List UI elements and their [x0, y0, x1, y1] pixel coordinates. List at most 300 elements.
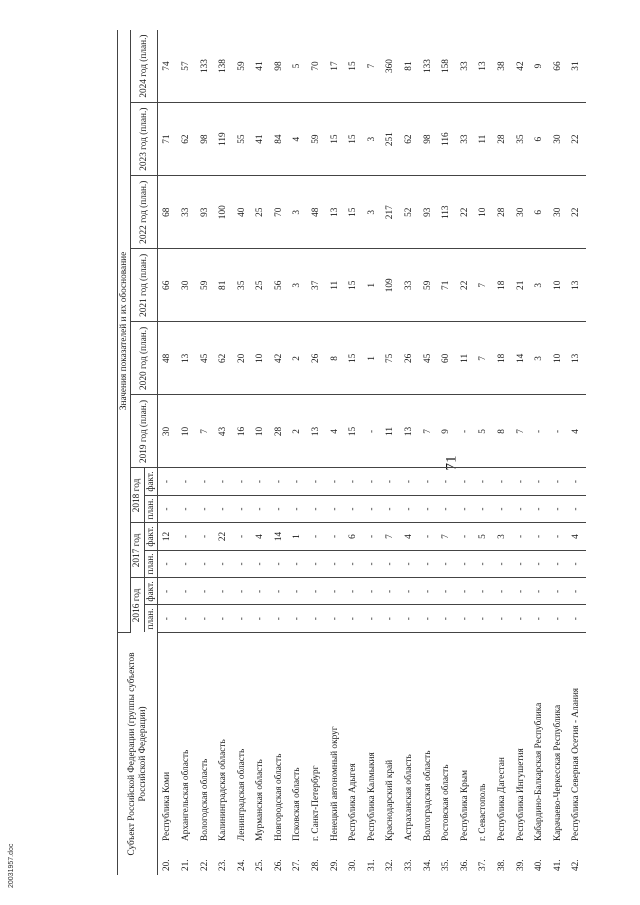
row-number: 20. — [162, 859, 173, 871]
value-cell: - — [437, 550, 456, 578]
value-cell: - — [493, 468, 512, 495]
value-cell: - — [233, 578, 252, 605]
value-cell: - — [214, 578, 233, 605]
value-cell: 38 — [493, 30, 512, 103]
value-cell: 48 — [307, 176, 326, 249]
value-cell: 2 — [288, 322, 307, 395]
value-cell: 26 — [400, 322, 419, 395]
value-cell: - — [326, 523, 345, 550]
value-cell: 15 — [344, 30, 363, 103]
value-cell: - — [493, 605, 512, 632]
region-name: Республика Северная Осетия - Алания — [571, 687, 582, 841]
region-name: г. Севастополь — [478, 783, 489, 841]
value-cell: 43 — [214, 395, 233, 468]
value-cell: 360 — [381, 30, 400, 103]
value-cell: - — [288, 468, 307, 495]
region-name: Астраханская область — [404, 754, 415, 841]
value-cell: 10 — [251, 322, 270, 395]
value-cell: - — [177, 468, 196, 495]
value-cell: - — [549, 395, 568, 468]
value-cell: 84 — [270, 103, 289, 176]
value-cell: 138 — [214, 30, 233, 103]
value-cell: - — [158, 468, 177, 495]
value-cell: - — [419, 523, 438, 550]
value-cell: 22 — [567, 176, 586, 249]
value-cell: 98 — [195, 103, 214, 176]
rotated-table-sheet — [117, 30, 586, 875]
row-number: 23. — [218, 859, 229, 871]
value-cell: - — [177, 578, 196, 605]
row-number: 35. — [441, 859, 452, 871]
value-cell: - — [456, 523, 475, 550]
value-cell: 33 — [177, 176, 196, 249]
value-cell: 31 — [567, 30, 586, 103]
value-cell: 28 — [270, 395, 289, 468]
value-cell: 10 — [474, 176, 493, 249]
value-cell: - — [158, 495, 177, 523]
value-cell: 13 — [177, 322, 196, 395]
value-cell: 60 — [437, 322, 456, 395]
value-cell: 17 — [326, 30, 345, 103]
value-cell: 16 — [233, 395, 252, 468]
region-name: г. Санкт-Петербург — [311, 765, 322, 841]
value-cell: 59 — [419, 249, 438, 322]
value-cell: 5 — [288, 30, 307, 103]
value-cell: 4 — [288, 103, 307, 176]
value-cell: - — [567, 468, 586, 495]
row-number: 28. — [311, 859, 322, 871]
value-cell: - — [158, 550, 177, 578]
value-cell: - — [474, 468, 493, 495]
value-cell: - — [158, 605, 177, 632]
value-cell: 75 — [381, 322, 400, 395]
value-cell: 62 — [214, 322, 233, 395]
value-cell: - — [456, 495, 475, 523]
value-cell: - — [344, 495, 363, 523]
value-cell: - — [214, 550, 233, 578]
value-cell: 7 — [419, 395, 438, 468]
table-row — [549, 30, 568, 875]
value-cell: - — [307, 578, 326, 605]
value-cell: 251 — [381, 103, 400, 176]
value-cell: 42 — [512, 30, 531, 103]
region-name: Республика Адыгея — [348, 763, 359, 841]
header-plan-year: 2020 год (план.) — [131, 322, 158, 395]
value-cell: 81 — [400, 30, 419, 103]
value-cell: - — [567, 495, 586, 523]
table-row — [530, 30, 549, 875]
value-cell: - — [195, 605, 214, 632]
value-cell: - — [363, 495, 382, 523]
value-cell: - — [549, 578, 568, 605]
row-number: 39. — [515, 859, 526, 871]
value-cell: - — [400, 605, 419, 632]
table-row — [456, 30, 475, 875]
table-row — [251, 30, 270, 875]
value-cell: 33 — [400, 249, 419, 322]
header-plan-year: 2019 год (план.) — [131, 395, 158, 468]
value-cell: 14 — [270, 523, 289, 550]
value-cell: 35 — [512, 103, 531, 176]
value-cell: - — [288, 550, 307, 578]
header-sub-fact: факт. — [144, 523, 157, 550]
value-cell: - — [419, 605, 438, 632]
value-cell: 8 — [326, 322, 345, 395]
value-cell: - — [363, 578, 382, 605]
value-cell: 22 — [214, 523, 233, 550]
region-name: Республика Ингушетия — [515, 748, 526, 841]
header-year: 2018 год — [131, 468, 144, 523]
header-sub-plan: план. — [144, 550, 157, 578]
value-cell: - — [326, 495, 345, 523]
value-cell: 59 — [307, 103, 326, 176]
value-cell: 28 — [493, 103, 512, 176]
value-cell: 1 — [288, 523, 307, 550]
row-number: 24. — [236, 859, 247, 871]
value-cell: - — [512, 523, 531, 550]
value-cell: 26 — [307, 322, 326, 395]
value-cell: - — [456, 468, 475, 495]
value-cell: - — [567, 578, 586, 605]
value-cell: 4 — [567, 523, 586, 550]
table-row — [326, 30, 345, 875]
row-number: 37. — [478, 859, 489, 871]
value-cell: 55 — [233, 103, 252, 176]
value-cell: 109 — [381, 249, 400, 322]
value-cell: - — [363, 523, 382, 550]
header-plan-year: 2021 год (план.) — [131, 249, 158, 322]
value-cell: 15 — [344, 395, 363, 468]
value-cell: - — [233, 468, 252, 495]
value-cell: - — [437, 605, 456, 632]
region-name: Архангельская область — [180, 749, 191, 841]
row-number: 31. — [366, 859, 377, 871]
header-plan-year: 2024 год (план.) — [131, 30, 158, 103]
value-cell: - — [344, 550, 363, 578]
value-cell: - — [270, 468, 289, 495]
value-cell: 66 — [158, 249, 177, 322]
table-row — [270, 30, 289, 875]
value-cell: - — [288, 578, 307, 605]
value-cell: - — [307, 495, 326, 523]
value-cell: - — [437, 495, 456, 523]
value-cell: - — [530, 495, 549, 523]
value-cell: - — [474, 578, 493, 605]
value-cell: - — [419, 468, 438, 495]
value-cell: - — [419, 550, 438, 578]
value-cell: 13 — [567, 249, 586, 322]
value-cell: 6 — [344, 523, 363, 550]
value-cell: - — [493, 495, 512, 523]
table-row — [344, 30, 363, 875]
value-cell: - — [326, 578, 345, 605]
value-cell: 6 — [530, 103, 549, 176]
table-row — [233, 30, 252, 875]
header-year: 2016 год — [131, 578, 144, 632]
value-cell: - — [177, 523, 196, 550]
value-cell: - — [512, 578, 531, 605]
value-cell: - — [214, 468, 233, 495]
value-cell: - — [307, 468, 326, 495]
value-cell: 59 — [233, 30, 252, 103]
value-cell: 3 — [288, 176, 307, 249]
value-cell: - — [400, 468, 419, 495]
value-cell: - — [530, 468, 549, 495]
table-row — [419, 30, 438, 875]
header-plan-year: 2023 год (план.) — [131, 103, 158, 176]
table-row — [493, 30, 512, 875]
value-cell: - — [400, 495, 419, 523]
value-cell: 62 — [400, 103, 419, 176]
value-cell: - — [307, 550, 326, 578]
value-cell: - — [233, 523, 252, 550]
value-cell: - — [251, 578, 270, 605]
region-name: Краснодарский край — [385, 759, 396, 841]
region-name: Карачаево-Черкесская Республика — [552, 704, 563, 841]
value-cell: - — [549, 468, 568, 495]
region-name: Республика Коми — [162, 771, 173, 841]
value-cell: 8 — [493, 395, 512, 468]
value-cell: 13 — [307, 395, 326, 468]
value-cell: - — [456, 395, 475, 468]
value-cell: 45 — [419, 322, 438, 395]
value-cell: 2 — [288, 395, 307, 468]
header-subject: Субъект Российской Федерации (группы субъектов Российской Федерации) — [118, 632, 158, 875]
value-cell: 14 — [512, 322, 531, 395]
value-cell: - — [549, 605, 568, 632]
value-cell: 33 — [456, 30, 475, 103]
value-cell: 13 — [567, 322, 586, 395]
value-cell: - — [530, 550, 549, 578]
value-cell: - — [363, 395, 382, 468]
value-cell: - — [177, 495, 196, 523]
row-number: 40. — [534, 859, 545, 871]
value-cell: - — [400, 578, 419, 605]
value-cell: 3 — [493, 523, 512, 550]
value-cell: 30 — [549, 176, 568, 249]
region-name: Новгородская область — [273, 753, 284, 841]
value-cell: - — [233, 495, 252, 523]
value-cell: 4 — [326, 395, 345, 468]
value-cell: 10 — [251, 395, 270, 468]
value-cell: - — [214, 605, 233, 632]
value-cell: 5 — [474, 395, 493, 468]
table-row — [214, 30, 233, 875]
table-row — [307, 30, 326, 875]
value-cell: 13 — [326, 176, 345, 249]
value-cell: - — [344, 578, 363, 605]
value-cell: - — [400, 550, 419, 578]
header-sub-plan: план. — [144, 495, 157, 523]
value-cell: - — [326, 468, 345, 495]
header-plan-year: 2022 год (план.) — [131, 176, 158, 249]
value-cell: 5 — [474, 523, 493, 550]
value-cell: 66 — [549, 30, 568, 103]
value-cell: - — [288, 495, 307, 523]
value-cell: - — [363, 468, 382, 495]
value-cell: 11 — [326, 249, 345, 322]
value-cell: 11 — [381, 395, 400, 468]
value-cell: - — [214, 495, 233, 523]
value-cell: 62 — [177, 103, 196, 176]
value-cell: 74 — [158, 30, 177, 103]
value-cell: 45 — [195, 322, 214, 395]
value-cell: 98 — [419, 103, 438, 176]
value-cell: 10 — [177, 395, 196, 468]
value-cell: - — [344, 605, 363, 632]
value-cell: - — [493, 578, 512, 605]
value-cell: 13 — [474, 30, 493, 103]
value-cell: 70 — [307, 30, 326, 103]
value-cell: - — [251, 468, 270, 495]
value-cell: 41 — [251, 30, 270, 103]
value-cell: 22 — [456, 176, 475, 249]
region-name: Вологодская область — [199, 758, 210, 841]
header-sub-fact: факт. — [144, 578, 157, 605]
value-cell: 7 — [195, 395, 214, 468]
value-cell: - — [549, 550, 568, 578]
row-number: 33. — [404, 859, 415, 871]
table-row — [567, 30, 586, 875]
value-cell: - — [549, 523, 568, 550]
value-cell: 22 — [456, 249, 475, 322]
value-cell: - — [549, 495, 568, 523]
value-cell: - — [456, 550, 475, 578]
value-cell: 70 — [270, 176, 289, 249]
value-cell: 40 — [233, 176, 252, 249]
value-cell: - — [195, 578, 214, 605]
value-cell: 119 — [214, 103, 233, 176]
row-number: 32. — [385, 859, 396, 871]
region-name: Ростовская область — [441, 764, 452, 841]
value-cell: 7 — [474, 249, 493, 322]
region-name: Кабардино-Балкарская Республика — [534, 702, 545, 841]
value-cell: 68 — [158, 176, 177, 249]
region-name: Республика Дагестан — [497, 757, 507, 841]
value-cell: - — [251, 605, 270, 632]
value-cell: - — [288, 605, 307, 632]
table-row — [158, 30, 177, 875]
row-number: 27. — [292, 859, 303, 871]
value-cell: 41 — [251, 103, 270, 176]
value-cell: 59 — [195, 249, 214, 322]
value-cell: 116 — [437, 103, 456, 176]
value-cell: - — [158, 578, 177, 605]
region-name: Мурманская область — [255, 759, 266, 841]
value-cell: - — [456, 605, 475, 632]
value-cell: 25 — [251, 249, 270, 322]
value-cell: 12 — [158, 523, 177, 550]
region-name: Волгоградская область — [422, 750, 433, 841]
value-cell: - — [326, 605, 345, 632]
value-cell: - — [195, 468, 214, 495]
value-cell: 93 — [195, 176, 214, 249]
value-cell: 28 — [493, 176, 512, 249]
table-row — [512, 30, 531, 875]
value-cell: 3 — [288, 249, 307, 322]
region-name: Ненецкий автономный округ — [329, 726, 340, 841]
value-cell: - — [195, 495, 214, 523]
table-body — [158, 30, 586, 875]
row-number: 30. — [348, 859, 359, 871]
region-name: Калининградская область — [218, 739, 229, 841]
value-cell: - — [530, 395, 549, 468]
value-cell: 93 — [419, 176, 438, 249]
value-cell: 42 — [270, 322, 289, 395]
value-cell: - — [270, 578, 289, 605]
value-cell: 98 — [270, 30, 289, 103]
value-cell: 3 — [530, 322, 549, 395]
header-sub-fact: факт. — [144, 468, 157, 495]
value-cell: 158 — [437, 30, 456, 103]
value-cell: - — [344, 468, 363, 495]
value-cell: 30 — [177, 249, 196, 322]
value-cell: - — [307, 605, 326, 632]
value-cell: - — [474, 495, 493, 523]
value-cell: 71 — [437, 249, 456, 322]
value-cell: 33 — [456, 103, 475, 176]
value-cell: - — [456, 578, 475, 605]
value-cell: 3 — [530, 249, 549, 322]
value-cell: 30 — [158, 395, 177, 468]
value-cell: 15 — [344, 249, 363, 322]
document-code: 20031957.doc — [8, 843, 15, 888]
value-cell: 133 — [195, 30, 214, 103]
value-cell: - — [567, 605, 586, 632]
value-cell: - — [363, 605, 382, 632]
value-cell: 56 — [270, 249, 289, 322]
table-row — [195, 30, 214, 875]
value-cell: - — [567, 550, 586, 578]
value-cell: - — [419, 495, 438, 523]
value-cell: 7 — [381, 523, 400, 550]
value-cell: - — [251, 550, 270, 578]
value-cell: 18 — [493, 249, 512, 322]
value-cell: - — [233, 605, 252, 632]
value-cell: - — [326, 550, 345, 578]
value-cell: - — [363, 550, 382, 578]
value-cell: 11 — [456, 322, 475, 395]
value-cell: 11 — [474, 103, 493, 176]
row-number: 26. — [273, 859, 284, 871]
value-cell: 15 — [344, 103, 363, 176]
table-row — [177, 30, 196, 875]
value-cell: 15 — [344, 176, 363, 249]
header-year: 2017 год — [131, 523, 144, 578]
value-cell: - — [493, 550, 512, 578]
row-number: 42. — [571, 859, 582, 871]
value-cell: - — [530, 605, 549, 632]
row-number: 41. — [552, 859, 563, 871]
region-name: Псковская область — [292, 767, 303, 841]
table-header — [118, 30, 158, 875]
value-cell: - — [233, 550, 252, 578]
value-cell: - — [474, 605, 493, 632]
value-cell: - — [381, 605, 400, 632]
value-cell: - — [512, 550, 531, 578]
value-cell: - — [270, 605, 289, 632]
value-cell: - — [437, 578, 456, 605]
header-sub-plan: план. — [144, 605, 157, 632]
value-cell: - — [270, 550, 289, 578]
value-cell: 3 — [363, 176, 382, 249]
row-number: 36. — [459, 859, 470, 871]
value-cell: 30 — [512, 176, 531, 249]
value-cell: 10 — [549, 322, 568, 395]
value-cell: 21 — [512, 249, 531, 322]
value-cell: - — [419, 578, 438, 605]
value-cell: - — [512, 468, 531, 495]
